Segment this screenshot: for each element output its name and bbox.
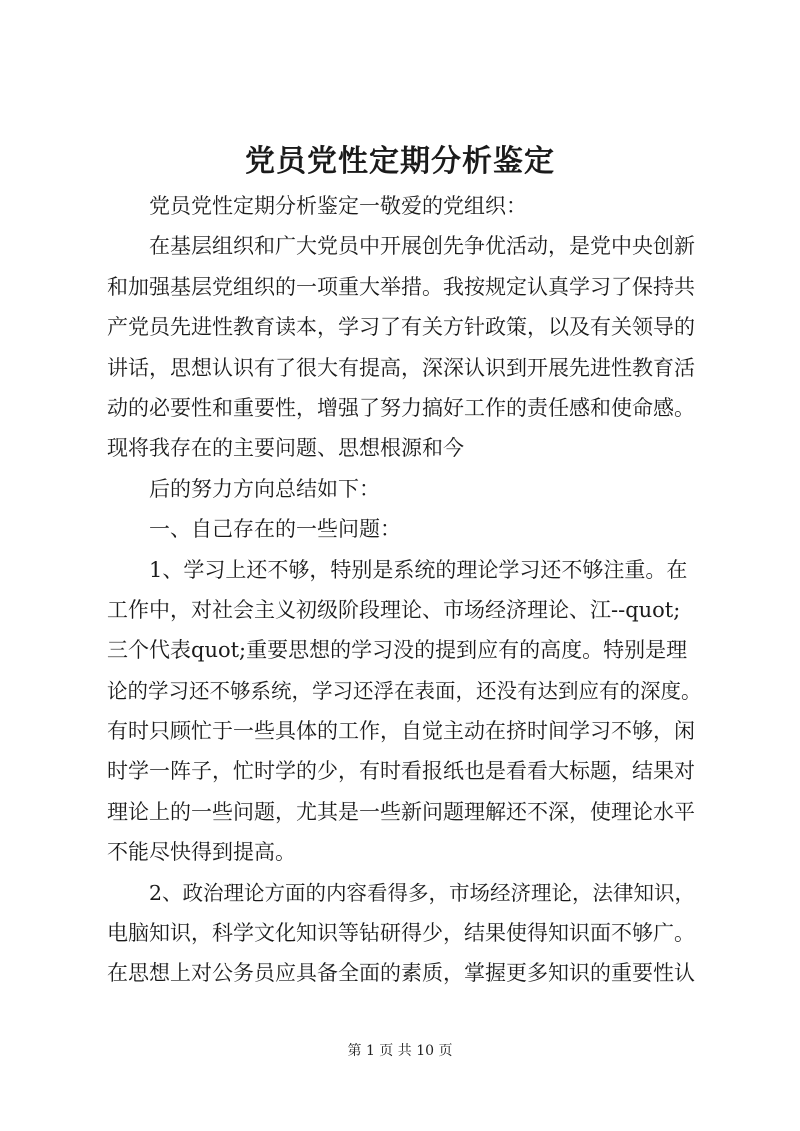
paragraph-line: 讲话，思想认识有了很大有提高，深深认识到开展先进性教育活 [107, 355, 695, 380]
paragraph-line: 和加强基层党组织的一项重大举措。我按规定认真学习了保持共 [107, 274, 695, 299]
document-body [107, 186, 703, 994]
paragraph-line: 在基层组织和广大党员中开展创先争优活动，是党中央创新 [149, 234, 695, 259]
paragraph-line: 三个代表quot;重要思想的学习没的提到应有的高度。特别是理 [107, 638, 688, 663]
paragraph-line: 2、政治理论方面的内容看得多，市场经济理论，法律知识， [149, 880, 696, 905]
paragraph-line: 理论上的一些问题，尤其是一些新问题理解还不深，使理论水平 [107, 799, 695, 824]
paragraph-line: 现将我存在的主要问题、思想根源和今 [107, 436, 464, 461]
paragraph-line: 论的学习还不够系统，学习还浮在表面，还没有达到应有的深度。 [107, 678, 702, 703]
paragraph-line: 动的必要性和重要性，增强了努力搞好工作的责任感和使命感。 [107, 395, 695, 420]
paragraph-line: 有时只顾忙于一些具体的工作，自觉主动在挤时间学习不够，闲 [107, 719, 695, 744]
paragraph-line: 不能尽快得到提高。 [107, 840, 296, 865]
paragraph-line: 时学一阵子，忙时学的少，有时看报纸也是看看大标题，结果对 [107, 759, 695, 784]
document-title: 党员党性定期分析鉴定 [245, 144, 555, 179]
paragraph-line: 党员党性定期分析鉴定一敬爱的党组织： [149, 194, 527, 218]
paragraph-line: 产党员先进性教育读本，学习了有关方针政策，以及有关领导的 [107, 315, 695, 340]
paragraph-line: 一、自己存在的一些问题： [149, 517, 401, 542]
paragraph-line: 1、学习上还不够，特别是系统的理论学习还不够注重。在 [149, 557, 688, 582]
paragraph-line: 电脑知识，科学文化知识等钻研得少，结果使得知识面不够广。 [107, 921, 695, 946]
paragraph-line: 在思想上对公务员应具备全面的素质，掌握更多知识的重要性认 [107, 961, 695, 986]
paragraph-line: 工作中，对社会主义初级阶段理论、市场经济理论、江--quot; [107, 597, 681, 622]
page-footer: 第 1 页 共 10 页 [347, 1043, 453, 1059]
paragraph-line: 后的努力方向总结如下： [149, 476, 380, 501]
